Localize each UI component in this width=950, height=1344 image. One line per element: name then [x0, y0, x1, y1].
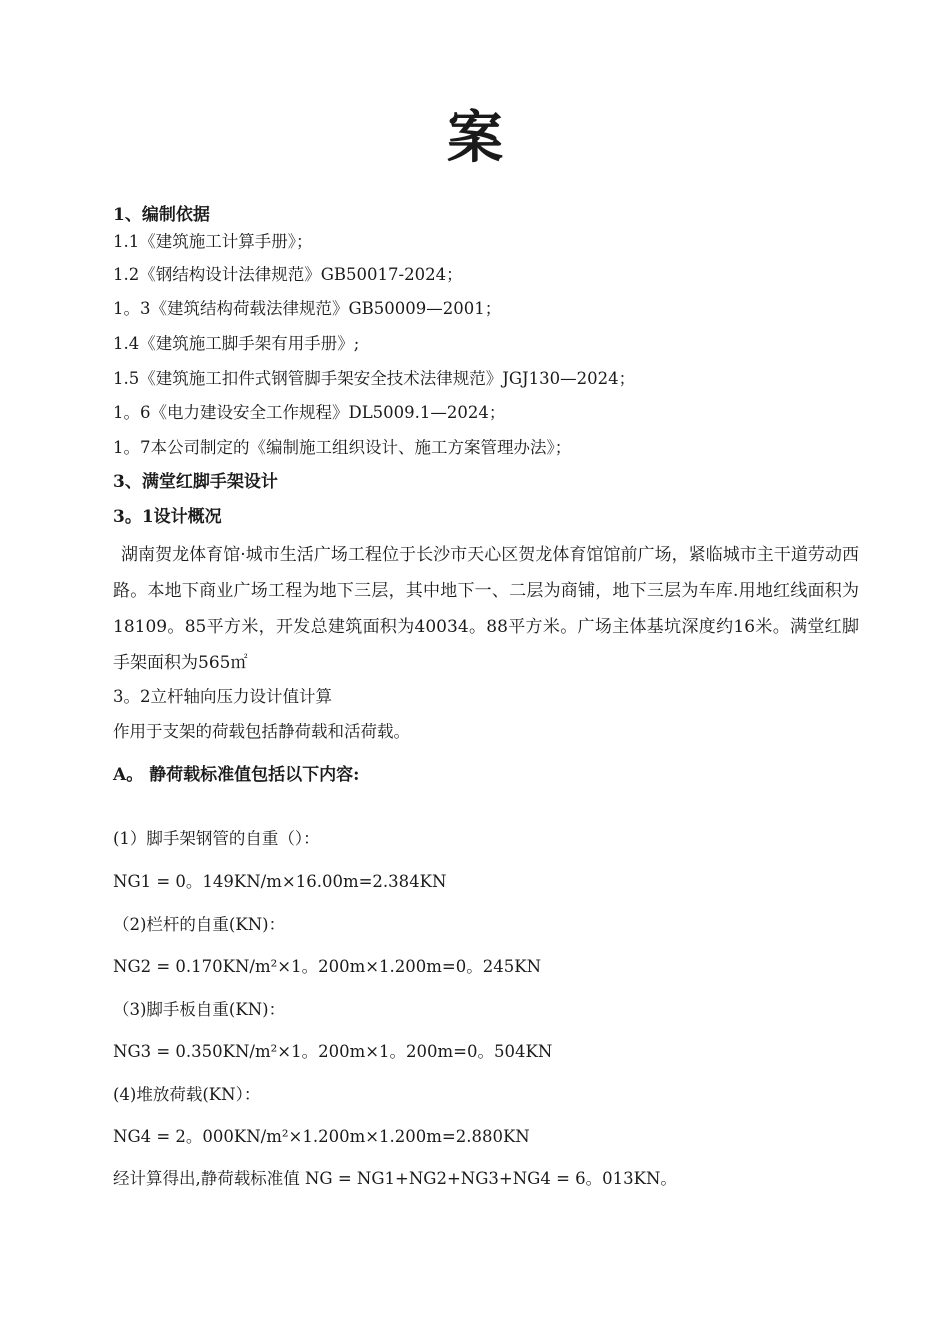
- reference-item: 1.2《钢结构设计法律规范》GB50017-2024；: [113, 265, 463, 284]
- section-3-heading: 3、满堂红脚手架设计: [113, 472, 278, 492]
- load-formula: NG3 = 0.350KN/m²×1。200m×1。200m=0。504KN: [113, 1042, 553, 1061]
- load-label: （3)脚手板自重(KN)：: [113, 1000, 286, 1019]
- load-intro-text: 作用于支架的荷载包括静荷载和活荷载。: [113, 722, 410, 741]
- subsection-3-2-heading: 3。2立杆轴向压力设计值计算: [113, 687, 332, 706]
- static-load-conclusion: 经计算得出,静荷载标准值 NG = NG1+NG2+NG3+NG4 = 6。013KN。: [113, 1169, 677, 1188]
- reference-item: 1。3《建筑结构荷载法律规范》GB50009—2001；: [113, 299, 502, 318]
- load-label: (4)堆放荷载(KN）：: [113, 1085, 261, 1104]
- load-formula: NG4 = 2。000KN/m²×1.200m×1.200m=2.880KN: [113, 1127, 530, 1146]
- reference-item: 1。7本公司制定的《编制施工组织设计、施工方案管理办法》；: [113, 438, 572, 457]
- load-label: （2)栏杆的自重(KN)：: [113, 915, 286, 934]
- load-formula: NG2 = 0.170KN/m²×1。200m×1.200m=0。245KN: [113, 957, 542, 976]
- reference-item: 1.5《建筑施工扣件式钢管脚手架安全技术法律规范》JGJ130—2024；: [113, 369, 636, 388]
- page-title: 案: [447, 105, 503, 171]
- load-formula: NG1 = 0。149KN/m×16.00m=2.384KN: [113, 872, 447, 891]
- reference-item: 1.4《建筑施工脚手架有用手册》;: [113, 334, 360, 353]
- design-overview-paragraph: 湖南贺龙体育馆·城市生活广场工程位于长沙市天心区贺龙体育馆馆前广场，紧临城市主干道劳动西路。本地下商业广场工程为地下三层，其中地下一、二层为商铺，地下三层为车库.用地红线面积为18109。85平方米，开发总建筑面积为40034。88平方米。广场主体基坑深度约16米。满堂红脚手架面积为565㎡: [113, 545, 859, 673]
- reference-item: 1.1《建筑施工计算手册》；: [113, 232, 313, 251]
- reference-item: 1。6《电力建设安全工作规程》DL5009.1—2024；: [113, 403, 506, 422]
- section-1-heading: 1、编制依据: [113, 205, 210, 225]
- subsection-3-1-heading: 3。1设计概况: [113, 507, 222, 527]
- static-load-heading: A。 静荷载标准值包括以下内容:: [113, 765, 360, 785]
- load-label: (1）脚手架钢管的自重（）：: [113, 829, 320, 848]
